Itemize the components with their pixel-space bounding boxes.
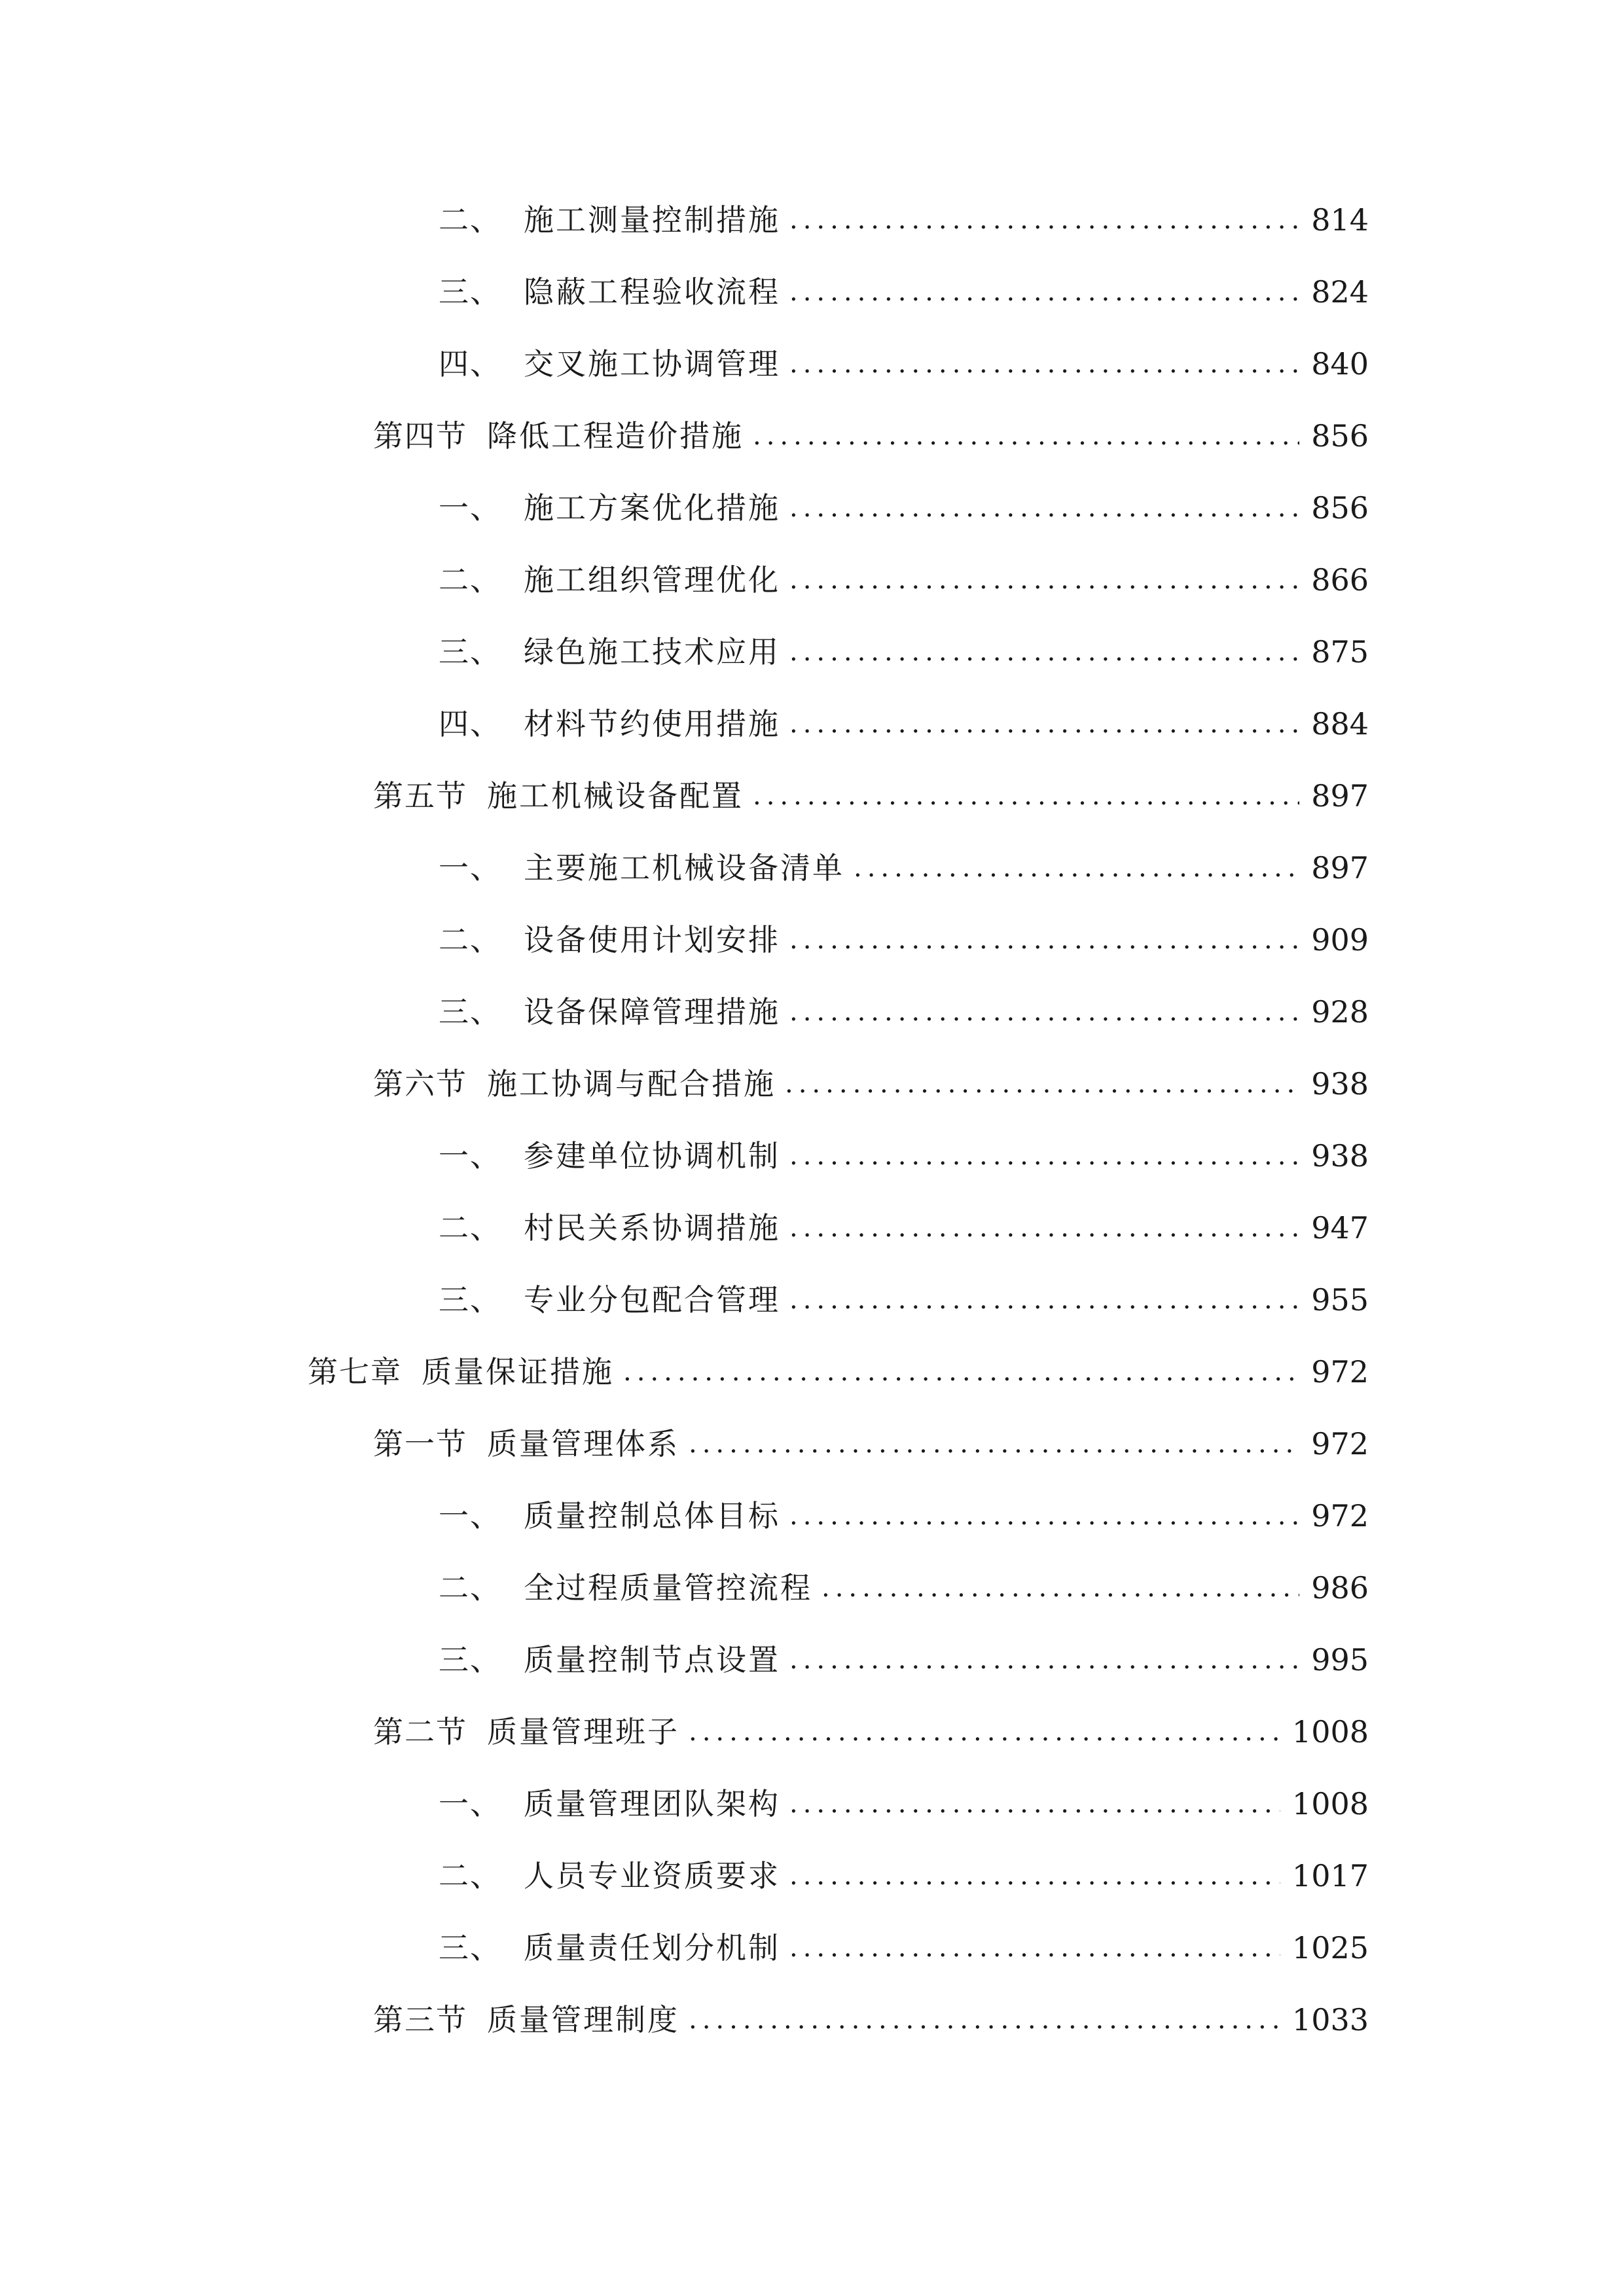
- toc-entry-page: 938: [1311, 1138, 1369, 1174]
- toc-entry[interactable]: [373, 770, 1369, 822]
- toc-entry-page: 955: [1311, 1282, 1369, 1318]
- toc-dot-leader: [753, 410, 1299, 462]
- toc-entry-marker: 二、: [439, 1210, 501, 1246]
- toc-entry[interactable]: [373, 1706, 1369, 1758]
- toc-entry-page: 972: [1311, 1354, 1369, 1390]
- toc-entry-title: 专业分包配合管理: [524, 1282, 780, 1318]
- toc-dot-leader: [689, 1994, 1280, 2046]
- toc-entry-page: 986: [1311, 1570, 1369, 1605]
- toc-entry[interactable]: [439, 1634, 1369, 1686]
- toc-entry-page: 897: [1311, 778, 1369, 814]
- toc-entry[interactable]: [439, 1562, 1369, 1614]
- toc-dot-leader: [789, 1778, 1280, 1830]
- toc-entry-title: 参建单位协调机制: [524, 1138, 780, 1174]
- toc-entry-page: 947: [1311, 1210, 1369, 1246]
- toc-entry-title: 全过程质量管控流程: [524, 1570, 812, 1605]
- toc-entry-title: 设备使用计划安排: [524, 922, 780, 958]
- toc-dot-leader: [789, 1850, 1280, 1902]
- toc-entry-title: 质量管理制度: [487, 2002, 679, 2037]
- toc-entry-title: 质量管理班子: [487, 1714, 679, 1749]
- toc-entry[interactable]: [439, 626, 1369, 678]
- toc-entry[interactable]: [373, 1058, 1369, 1110]
- toc-entry-title: 质量保证措施: [422, 1354, 614, 1390]
- toc-entry-marker: 一、: [439, 850, 501, 886]
- toc-entry-marker: 三、: [439, 1282, 501, 1318]
- toc-dot-leader: [623, 1346, 1299, 1398]
- toc-entry-marker: 二、: [439, 1858, 501, 1893]
- toc-entry[interactable]: [439, 698, 1369, 750]
- toc-entry-marker: 四、: [439, 346, 501, 382]
- toc-dot-leader: [789, 554, 1299, 606]
- toc-entry[interactable]: [439, 1490, 1369, 1542]
- toc-dot-leader: [854, 842, 1299, 894]
- toc-dot-leader: [689, 1418, 1299, 1470]
- toc-entry[interactable]: [439, 338, 1369, 390]
- toc-dot-leader: [789, 338, 1299, 390]
- toc-entry-title: 隐蔽工程验收流程: [524, 274, 780, 310]
- toc-entry-title: 材料节约使用措施: [524, 706, 780, 742]
- toc-entry-marker: 第七章: [308, 1354, 402, 1390]
- toc-entry[interactable]: [439, 1274, 1369, 1326]
- toc-entry-title: 绿色施工技术应用: [524, 634, 780, 670]
- toc-entry[interactable]: [439, 842, 1369, 894]
- toc-entry-marker: 四、: [439, 706, 501, 742]
- toc-entry-page: 1008: [1291, 1714, 1369, 1749]
- toc-entry-page: 884: [1311, 706, 1369, 742]
- toc-dot-leader: [789, 626, 1299, 678]
- toc-dot-leader: [789, 698, 1299, 750]
- toc-entry-page: 840: [1311, 346, 1369, 382]
- toc-entry-page: 1025: [1291, 1930, 1369, 1965]
- toc-entry-marker: 第六节: [373, 1066, 467, 1102]
- toc-entry[interactable]: [439, 914, 1369, 966]
- toc-entry-title: 降低工程造价措施: [487, 418, 744, 454]
- toc-entry-page: 909: [1311, 922, 1369, 958]
- toc-entry[interactable]: [439, 1778, 1369, 1830]
- toc-entry-marker: 第五节: [373, 778, 467, 814]
- toc-entry-title: 施工机械设备配置: [487, 778, 744, 814]
- toc-dot-leader: [789, 194, 1299, 246]
- toc-entry-title: 施工测量控制措施: [524, 202, 780, 238]
- toc-entry-page: 928: [1311, 994, 1369, 1030]
- toc-entry-page: 814: [1311, 202, 1369, 238]
- toc-entry-marker: 第三节: [373, 2002, 467, 2037]
- toc-entry-page: 856: [1311, 418, 1369, 454]
- toc-entry-page: 1017: [1291, 1858, 1369, 1893]
- toc-entry-marker: 三、: [439, 634, 501, 670]
- toc-entry-title: 施工组织管理优化: [524, 562, 780, 598]
- toc-dot-leader: [689, 1706, 1280, 1758]
- toc-entry[interactable]: [439, 1922, 1369, 1974]
- toc-dot-leader: [789, 1634, 1299, 1686]
- toc-entry-page: 972: [1311, 1426, 1369, 1462]
- toc-entry-title: 设备保障管理措施: [524, 994, 780, 1030]
- toc-entry-marker: 第二节: [373, 1714, 467, 1749]
- toc-entry[interactable]: [439, 482, 1369, 534]
- toc-dot-leader: [789, 1490, 1299, 1542]
- toc-entry[interactable]: [373, 1418, 1369, 1470]
- toc-entry-title: 主要施工机械设备清单: [524, 850, 844, 886]
- toc-entry-page: 995: [1311, 1642, 1369, 1677]
- toc-dot-leader: [789, 482, 1299, 534]
- toc-entry-marker: 二、: [439, 562, 501, 598]
- toc-entry-page: 938: [1311, 1066, 1369, 1102]
- toc-entry[interactable]: [373, 410, 1369, 462]
- toc-entry-title: 村民关系协调措施: [524, 1210, 780, 1246]
- toc-entry-page: 856: [1311, 490, 1369, 526]
- toc-entry-page: 972: [1311, 1498, 1369, 1534]
- toc-entry-title: 质量管理团队架构: [524, 1786, 780, 1821]
- toc-entry-marker: 一、: [439, 490, 501, 526]
- toc-dot-leader: [789, 1130, 1299, 1182]
- toc-entry-page: 875: [1311, 634, 1369, 670]
- toc-entry-marker: 二、: [439, 202, 501, 238]
- toc-entry-title: 施工方案优化措施: [524, 490, 780, 526]
- toc-entry-page: 897: [1311, 850, 1369, 886]
- toc-entry-title: 交叉施工协调管理: [524, 346, 780, 382]
- toc-entry-marker: 三、: [439, 1642, 501, 1677]
- toc-dot-leader: [785, 1058, 1299, 1110]
- toc-entry[interactable]: [439, 1130, 1369, 1182]
- toc-entry[interactable]: [439, 1850, 1369, 1902]
- toc-entry-marker: 一、: [439, 1786, 501, 1821]
- toc-entry-page: 866: [1311, 562, 1369, 598]
- toc-entry-marker: 第四节: [373, 418, 467, 454]
- toc-entry-marker: 一、: [439, 1498, 501, 1534]
- toc-entry[interactable]: [439, 266, 1369, 318]
- toc-entry-title: 质量控制节点设置: [524, 1642, 780, 1677]
- toc-dot-leader: [789, 266, 1299, 318]
- toc-entry-title: 质量控制总体目标: [524, 1498, 780, 1534]
- toc-entry[interactable]: [439, 554, 1369, 606]
- toc-entry-marker: 二、: [439, 1570, 501, 1605]
- toc-entry-marker: 三、: [439, 994, 501, 1030]
- toc-dot-leader: [789, 1922, 1280, 1974]
- toc-dot-leader: [789, 1274, 1299, 1326]
- toc-entry[interactable]: [439, 986, 1369, 1038]
- toc-entry-page: 824: [1311, 274, 1369, 310]
- toc-dot-leader: [789, 914, 1299, 966]
- toc-dot-leader: [753, 770, 1299, 822]
- toc-entry[interactable]: [308, 1346, 1369, 1398]
- toc-entry[interactable]: [439, 194, 1369, 246]
- toc-entry-marker: 一、: [439, 1138, 501, 1174]
- toc-entry-marker: 第一节: [373, 1426, 467, 1462]
- toc-entry[interactable]: [439, 1202, 1369, 1254]
- toc-entry-marker: 三、: [439, 274, 501, 310]
- toc-entry[interactable]: [373, 1994, 1369, 2046]
- toc-entry-title: 质量管理体系: [487, 1426, 679, 1462]
- toc-entry-page: 1008: [1291, 1786, 1369, 1821]
- toc-entry-title: 人员专业资质要求: [524, 1858, 780, 1893]
- toc-dot-leader: [821, 1562, 1299, 1614]
- toc-entry-title: 质量责任划分机制: [524, 1930, 780, 1965]
- toc-dot-leader: [789, 986, 1299, 1038]
- toc-entry-title: 施工协调与配合措施: [487, 1066, 776, 1102]
- toc-entry-marker: 三、: [439, 1930, 501, 1965]
- toc-entry-marker: 二、: [439, 922, 501, 958]
- toc-entry-page: 1033: [1291, 2002, 1369, 2037]
- toc-dot-leader: [789, 1202, 1299, 1254]
